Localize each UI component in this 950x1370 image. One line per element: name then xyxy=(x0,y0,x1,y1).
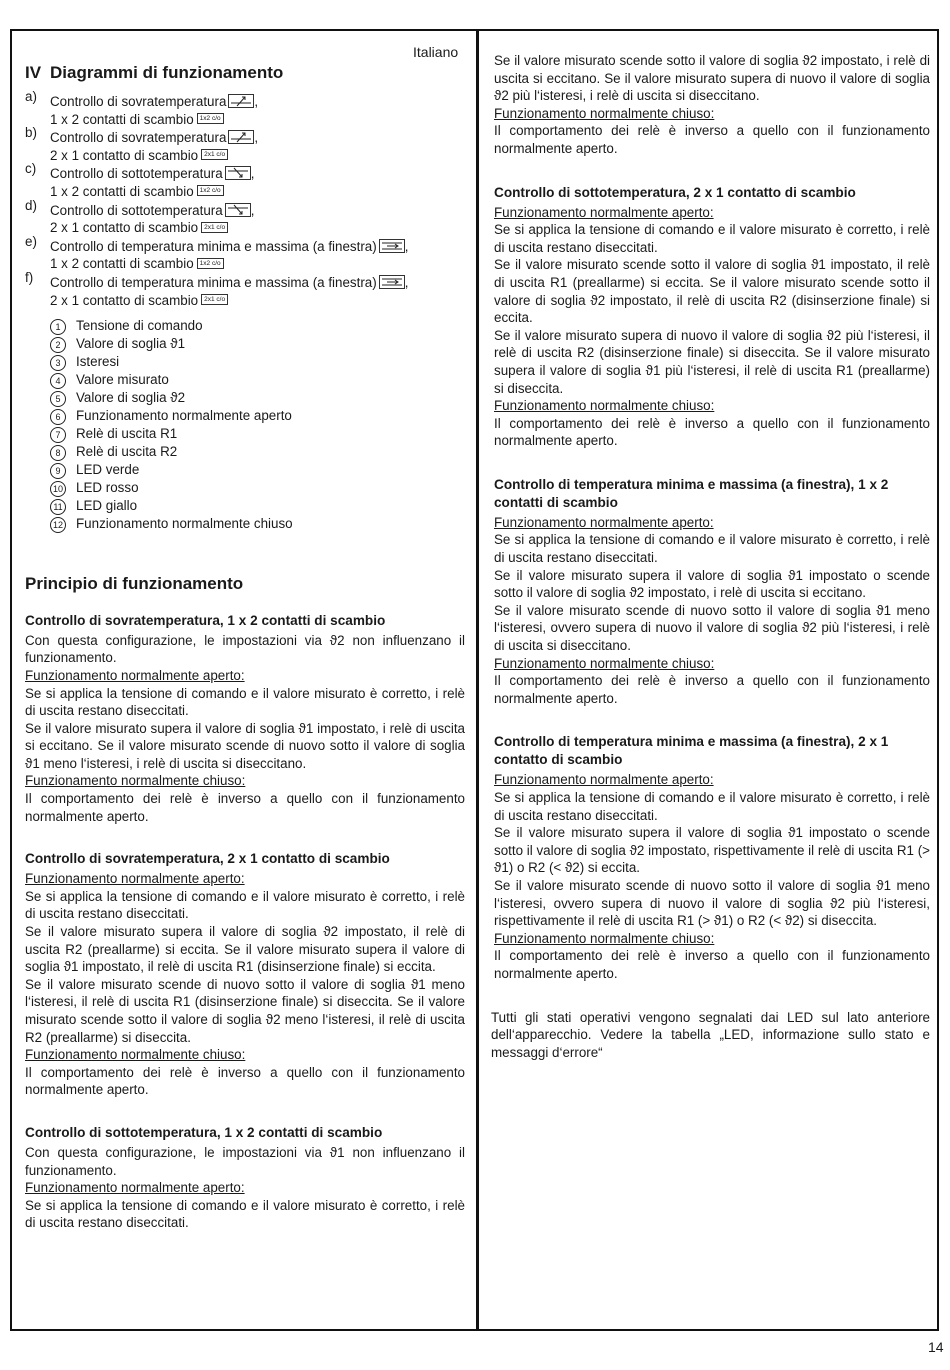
option-mode-label: Controllo di temperatura minima e massima (a finestra) xyxy=(50,238,377,254)
mode-subheading: Funzionamento normalmente aperto: xyxy=(25,667,245,683)
contact-badge: 2x1 c/o xyxy=(201,222,228,233)
paragraph: Se il valore misurato supera il valore di soglia ϑ1 impostato, i relè di uscita si eccitano. Se il valore misurato scende di nuovo sotto il valore di soglia ϑ1 meno l‘isteresi, i relè di uscita si diseccitano. xyxy=(25,720,465,771)
legend-item xyxy=(50,479,465,497)
paragraph: Il comportamento dei relè è inverso a quello con il funzionamento normalmente aperto. xyxy=(494,673,930,706)
block-heading: Controllo di sottotemperatura, 2 x 1 contatto di scambio xyxy=(494,184,856,200)
option-item xyxy=(25,161,465,200)
option-key: b) xyxy=(25,125,37,141)
paragraph: Il comportamento dei relè è inverso a quello con il funzionamento normalmente aperto. xyxy=(25,791,465,824)
legend-text: LED giallo xyxy=(76,498,138,514)
contact-badge: 2x1 c/o xyxy=(201,294,228,305)
option-contact-label: 2 x 1 contatto di scambio xyxy=(50,220,199,236)
block-heading: Controllo di temperatura minima e massima (a finestra), 2 x 1 contatto di scambio xyxy=(494,734,889,768)
column-divider xyxy=(476,29,479,1331)
legend-item xyxy=(50,335,465,353)
legend-number: 3 xyxy=(50,355,66,371)
option-contact-label: 2 x 1 contatto di scambio xyxy=(50,292,199,308)
legend-number: 4 xyxy=(50,373,66,389)
legend-item xyxy=(50,515,465,533)
option-line-2 xyxy=(50,183,465,201)
option-line-1: Controllo di temperatura minima e massima (a finestra) , xyxy=(50,238,409,254)
option-body xyxy=(50,93,465,128)
text-block xyxy=(25,612,465,826)
section-heading xyxy=(25,63,465,83)
paragraph: Se il valore misurato supera il valore di soglia ϑ1 impostato o scende sotto il valore di soglia ϑ2 impostato, i relè di uscita si eccitano. xyxy=(494,567,930,601)
mode-subheading: Funzionamento normalmente chiuso: xyxy=(494,930,715,946)
contact-badge: 2x1 c/o xyxy=(201,149,228,160)
option-key: e) xyxy=(25,233,37,249)
mode-subheading: Funzionamento normalmente aperto: xyxy=(494,772,714,788)
over-temp-icon xyxy=(228,94,254,108)
option-mode-label: Controllo di sovratemperatura xyxy=(50,94,227,109)
option-line-1: Controllo di temperatura minima e massima (a finestra) , xyxy=(50,274,409,290)
option-body xyxy=(50,238,465,273)
option-mode-label: Controllo di sovratemperatura xyxy=(50,130,227,146)
option-line-1: Controllo di sovratemperatura , xyxy=(50,94,259,109)
text-block xyxy=(494,184,930,450)
legend-text: LED verde xyxy=(76,462,140,478)
option-contact-label: 1 x 2 contatti di scambio xyxy=(50,183,194,199)
legend-item xyxy=(50,389,465,407)
legend-text: Valore di soglia ϑ1 xyxy=(76,336,186,352)
mode-subheading: Funzionamento normalmente aperto: xyxy=(494,514,714,530)
option-line-2 xyxy=(50,219,465,237)
text-block xyxy=(494,733,930,982)
footer-note: Tutti gli stati operativi vengono segnalati dai LED sul lato anteriore dell‘apparecchio. Vedere la tabella „LED, informazione sullo stato e messaggi d‘errore“ xyxy=(491,1009,930,1060)
legend-item xyxy=(50,425,465,443)
mode-subheading: Funzionamento normalmente aperto: xyxy=(494,204,714,220)
paragraph: Con questa configurazione, le impostazioni via ϑ2 non influenzano il funzionamento. xyxy=(25,632,465,666)
legend-item xyxy=(50,497,465,515)
legend-number: 6 xyxy=(50,409,66,425)
legend-number: 7 xyxy=(50,427,66,443)
right-text-blocks xyxy=(494,184,930,983)
option-line-2 xyxy=(50,292,465,310)
option-body xyxy=(50,165,465,200)
under-temp-icon xyxy=(225,166,251,180)
legend-text: LED rosso xyxy=(76,480,139,496)
window-temp-icon xyxy=(379,239,405,253)
option-line-2 xyxy=(50,111,465,129)
legend-number: 12 xyxy=(50,517,66,533)
legend-list xyxy=(50,317,465,533)
left-text-blocks xyxy=(25,612,465,1232)
option-line-2 xyxy=(50,255,465,273)
legend-number: 9 xyxy=(50,463,66,479)
legend-text: Valore di soglia ϑ2 xyxy=(76,390,186,406)
legend-number: 2 xyxy=(50,337,66,353)
right-intro-block xyxy=(494,52,930,158)
legend-text: Tensione di comando xyxy=(76,318,203,334)
block-heading: Controllo di sovratemperatura, 1 x 2 contatti di scambio xyxy=(25,612,386,628)
option-line-2 xyxy=(50,147,465,165)
option-body xyxy=(50,202,465,237)
option-body xyxy=(50,274,465,309)
option-mode-label: Controllo di sottotemperatura xyxy=(50,202,223,218)
section-number: IV xyxy=(25,63,42,82)
contact-badge: 1x2 c/o xyxy=(197,185,224,196)
block-heading: Controllo di sovratemperatura, 2 x 1 contatto di scambio xyxy=(25,851,390,867)
legend-item xyxy=(50,461,465,479)
option-line-1: Controllo di sottotemperatura , xyxy=(50,166,255,182)
contact-badge: 1x2 c/o xyxy=(197,258,224,269)
paragraph: Con questa configurazione, le impostazioni via ϑ1 non influenzano il funzionamento. xyxy=(25,1144,465,1178)
block-heading: Controllo di sottotemperatura, 1 x 2 contatti di scambio xyxy=(25,1124,383,1140)
mode-subheading: Funzionamento normalmente chiuso: xyxy=(494,398,715,414)
paragraph: Se il valore misurato scende di nuovo sotto il valore di soglia ϑ1 meno l‘isteresi, ovvero supera di nuovo il valore di soglia ϑ2 più l‘isteresi, rispettivamente il relè di uscita R1 (> ϑ1) o R2 (< ϑ2) si diseccita. xyxy=(494,877,930,929)
legend-number: 11 xyxy=(50,499,66,515)
option-key: a) xyxy=(25,89,37,104)
block-heading: Controllo di temperatura minima e massima (a finestra), 1 x 2 contatti di scambio xyxy=(494,476,889,510)
language-label: Italiano xyxy=(413,44,459,60)
legend-number: 1 xyxy=(50,319,66,335)
mode-subheading: Funzionamento normalmente chiuso: xyxy=(494,105,715,121)
option-contact-label: 1 x 2 contatti di scambio xyxy=(50,256,194,272)
section-title: Diagrammi di funzionamento xyxy=(50,63,284,82)
option-body xyxy=(50,129,465,164)
paragraph: Se si applica la tensione di comando e il valore misurato è corretto, i relè di uscita restano diseccitati. xyxy=(25,1197,465,1231)
legend-number: 5 xyxy=(50,391,66,407)
paragraph: Il comportamento dei relè è inverso a quello con il funzionamento normalmente aperto. xyxy=(494,415,930,449)
legend-text: Valore misurato xyxy=(76,372,169,388)
option-line-1: Controllo di sottotemperatura , xyxy=(50,202,255,218)
option-mode-label: Controllo di temperatura minima e massima (a finestra) xyxy=(50,274,377,290)
mode-subheading: Funzionamento normalmente aperto: xyxy=(25,871,245,887)
legend-text: Relè di uscita R2 xyxy=(76,444,178,460)
paragraph: Se il valore misurato scende di nuovo sotto il valore di soglia ϑ1 meno l‘isteresi, ovvero supera di nuovo il valore di soglia ϑ2 più l‘isteresi, i relè di uscita si diseccitano. xyxy=(494,602,930,654)
paragraph: Se si applica la tensione di comando e il valore misurato è corretto, i relè di uscita restano diseccitati. xyxy=(494,790,930,823)
paragraph: Se il valore misurato supera il valore di soglia ϑ2 impostato, il relè di uscita R2 (preallarme) si eccita. Se il valore misurato supera il valore di soglia ϑ1 impostato, il relè di uscita R1 (disinserzione finale) si eccita. xyxy=(25,924,465,975)
option-key: f) xyxy=(25,269,34,285)
mode-subheading: Funzionamento normalmente chiuso: xyxy=(494,655,715,671)
mode-subheading: Funzionamento normalmente chiuso: xyxy=(25,1047,246,1063)
option-contact-label: 2 x 1 contatto di scambio xyxy=(50,147,199,163)
mode-subheading: Funzionamento normalmente aperto: xyxy=(25,1180,245,1196)
paragraph: Il comportamento dei relè è inverso a quello con il funzionamento normalmente aperto. xyxy=(494,948,930,981)
options-list xyxy=(25,89,465,309)
legend-item xyxy=(50,371,465,389)
legend-text: Isteresi xyxy=(76,354,120,370)
contact-badge: 1x2 c/o xyxy=(197,113,224,124)
legend-item xyxy=(50,443,465,461)
paragraph: Il comportamento dei relè è inverso a quello con il funzionamento normalmente aperto. xyxy=(25,1064,465,1098)
option-mode-label: Controllo di sottotemperatura xyxy=(50,166,223,182)
mode-subheading: Funzionamento normalmente chiuso: xyxy=(25,773,246,789)
legend-number: 10 xyxy=(50,481,66,497)
paragraph: Se si applica la tensione di comando e il valore misurato è corretto, i relè di uscita restano diseccitati. xyxy=(494,222,930,255)
window-temp-icon xyxy=(379,275,405,289)
text-block xyxy=(25,850,465,1099)
option-item xyxy=(25,233,465,273)
legend-item xyxy=(50,407,465,425)
option-line-1: Controllo di sovratemperatura , xyxy=(50,130,259,146)
option-key: c) xyxy=(25,161,37,177)
page-number: 14 xyxy=(928,1339,944,1355)
principle-heading: Principio di funzionamento xyxy=(25,574,244,594)
option-item xyxy=(25,197,465,237)
text-block xyxy=(494,476,930,708)
option-item xyxy=(25,89,465,128)
legend-text: Relè di uscita R1 xyxy=(76,426,178,442)
option-item xyxy=(25,125,465,164)
legend-item xyxy=(50,353,465,371)
text-block xyxy=(25,1124,465,1232)
paragraph: Se si applica la tensione di comando e il valore misurato è corretto, i relè di uscita restano diseccitati. xyxy=(494,532,930,566)
legend-item xyxy=(50,317,465,335)
legend-text: Funzionamento normalmente chiuso xyxy=(76,516,293,532)
paragraph: Se il valore misurato scende sotto il valore di soglia ϑ1 impostato, il relè di uscita R1 (preallarme) si eccita. Se il valore misurato scende sotto il valore di soglia ϑ2 impostato, il relè di uscita R2 (disinserzione finale) si eccita. xyxy=(494,257,930,326)
option-contact-label: 1 x 2 contatti di scambio xyxy=(50,111,194,127)
paragraph: Il comportamento dei relè è inverso a quello con il funzionamento normalmente aperto. xyxy=(494,123,930,156)
legend-number: 8 xyxy=(50,445,66,461)
paragraph: Se il valore misurato scende sotto il valore di soglia ϑ2 impostato, i relè di uscita si eccitano. Se il valore misurato supera di nuovo il valore di soglia ϑ2 più l‘isteresi, i relè di uscita si diseccitano. xyxy=(494,53,930,104)
right-column xyxy=(491,52,930,1061)
option-item xyxy=(25,269,465,309)
paragraph: Se si applica la tensione di comando e il valore misurato è corretto, i relè di uscita restano diseccitati. xyxy=(25,685,465,719)
option-key: d) xyxy=(25,197,37,213)
paragraph: Se il valore misurato supera il valore di soglia ϑ1 impostato o scende sotto il valore di soglia ϑ2 impostato, rispettivamente il relè di uscita R1 (> ϑ1) o R2 (< ϑ2) si eccita. xyxy=(494,825,930,876)
paragraph: Se il valore misurato scende di nuovo sotto il valore di soglia ϑ1 meno l‘isteresi, il relè di uscita R1 (disinserzione finale) si diseccita. Se il valore misurato scende sotto il valore di soglia ϑ2 meno l‘isteresi, il relè di uscita R2 (preallarme) si diseccita. xyxy=(25,976,465,1045)
left-column xyxy=(25,44,465,1257)
under-temp-icon xyxy=(225,203,251,217)
paragraph: Se si applica la tensione di comando e il valore misurato è corretto, i relè di uscita restano diseccitati. xyxy=(25,888,465,922)
legend-text: Funzionamento normalmente aperto xyxy=(76,408,292,424)
paragraph: Se il valore misurato supera di nuovo il valore di soglia ϑ2 più l‘isteresi, il relè di uscita R2 (disinserzione finale) si diseccita. Se il valore misurato supera il valore di soglia ϑ1 più l‘isteresi, il relè di uscita R1 (preallarme) si diseccita. xyxy=(494,327,930,396)
over-temp-icon xyxy=(228,130,254,144)
